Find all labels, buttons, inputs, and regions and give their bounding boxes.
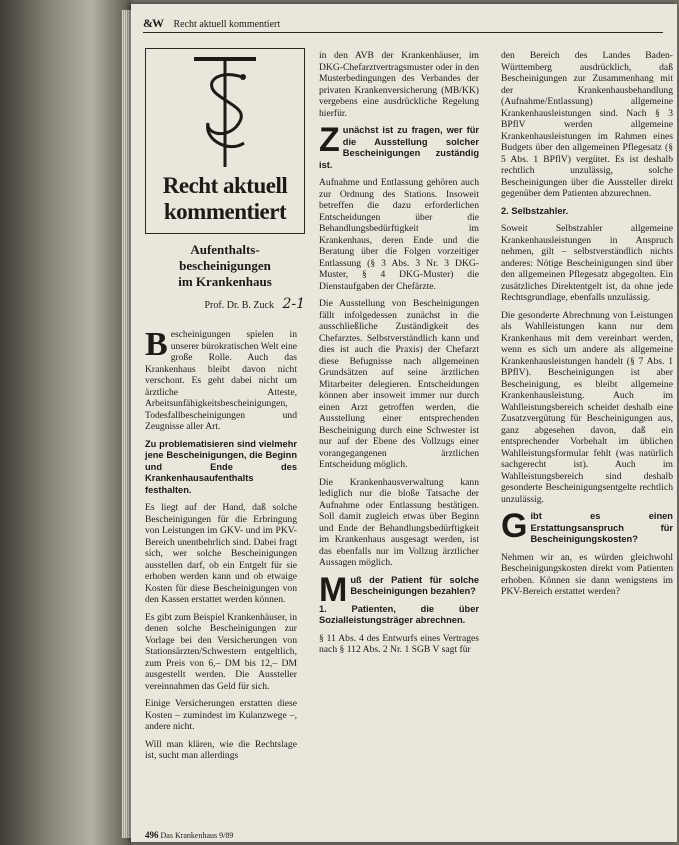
drop-cap: M <box>319 570 348 609</box>
paragraph: § 11 Abs. 4 des Entwurfs eines Vertrages nach § 112 Abs. 2 Nr. 1 SGB V sagt für <box>319 632 479 655</box>
paragraph: Es gibt zum Beispiel Krankenhäuser, in denen solche Bescheinigungen zur Vorlage bei den Versicherungen von Stationsärzten/Schwestern entgeltlich, zum Preis von 6,– DM bis 12,– DM ausgestellt werden. Die Aussteller vereinnahmen das Geld für sich. <box>145 611 298 692</box>
column-title-line2: kommentiert <box>163 199 287 224</box>
text-column-2 <box>319 50 479 662</box>
paragraph: den Bereich des Landes Baden-Württemberg ausdrücklich, daß Bescheinigungen zur Zusammenhang mit der Krankenhausbehandlung (Aufnahme/Entlassung) allgemeine Krankenhausleistungen sind. Nach § 3 BPflV werden allgemeine Krankenhausleistungen im Rahmen eines Budgets über den allgemeinen Pflegesatz (§ 5 Abs. 1 BPflV) vergütet. Es ist deshalb rechtlich unzulässig, solche Bescheinigungen über die Aussteller direkt gegenüber dem Patienten abzurechnen. <box>501 50 673 199</box>
article-title-line2: bescheinigungen <box>179 258 271 273</box>
paragraph: Die Krankenhausverwaltung kann lediglich nur die bloße Tatsache der Aufnahme oder Entlassung bestätigen. Soll damit zugleich etwas über Beginn und Ende der Behandlungsbedürftigkeit im Krankenhaus ausgesagt werden, ist das ebenfalls nur im Vollzug ärztlicher Aussagen möglich. <box>319 476 479 568</box>
paragraph-snake-icon <box>146 49 304 173</box>
question-text: unächst ist zu fragen, wer für die Ausstellung solcher Bescheinigungen zuständig ist. <box>319 125 479 170</box>
paragraph: Nehmen wir an, es würden gleichwohl Bescheinigungskosten direkt vom Patienten erhoben. Können sie dann wenigstens im PKV-Bereich erstattet werden? <box>501 551 673 597</box>
paragraph: Die Ausstellung von Bescheinigungen fällt infolgedessen zunächst in die ausschließliche Zuständigkeit des Chefarztes. Selbstverständlich kann und dies ist auch die Praxis) der Chefarzt diese Befugnisse nach allgemeinen Grundsätzen auf seine ärztlichen Mitarbeiter delegieren. Entscheidungen können aber insoweit immer nur durch einen Arzt getroffen werden, die Ausstellung einer entsprechenden Bescheinigung durch eine Schwester ist nur auf der Ebene des Vollzugs einer vorangegangenen ärztlichen Entscheidung möglich. <box>319 298 479 470</box>
question-text: uß der Patient für solche Bescheinigungen bezahlen? <box>350 574 479 596</box>
article-title-line1: Aufenthalts- <box>190 242 260 257</box>
paragraph: Aufnahme und Entlassung gehören auch zur Ordnung des Stations. Insoweit betreffen die dazu erforderlichen Entscheidungen über die Behandlungsbedürftigkeit im Krankenhaus, deren Ende und die Beratung über die Folgen vorzeitiger Entlassung (§ 3 Abs. 3 Nr. 3 DKG-Muster, § 4 DKG-Muster) die Dienstaufgaben der Chefärzte. <box>319 177 479 292</box>
column-title <box>150 173 300 225</box>
document-page <box>131 4 677 842</box>
question-text: ibt es einen Erstattungsanspruch für Bescheinigungskosten? <box>530 511 673 544</box>
journal-logo: &W <box>143 16 163 30</box>
paragraph: Es liegt auf der Hand, daß solche Bescheinigungen für die Erbringung von Leistungen im GKV- und im PKV-Bereich unentbehrlich sind. Dabei fragt sich, wer solche Bescheinigungen ausstellen darf, ob ein Entgelt für sie erhoben werden kann und ob etwaige Kosten für diese Bescheinigungen von den Kassen erstattet werden können. <box>145 502 297 605</box>
paragraph: Will man klären, wie die Rechtslage ist, sucht man allerdings <box>145 738 297 761</box>
paragraph: in den AVB der Krankenhäuser, im DKG-Chefarztvertragsmuster oder in den Musterbedingungen des Verbandes der privaten Krankenversicherung (MB/KK) vergebens eine ausdrückliche Regelung hierfür. <box>319 50 479 119</box>
question-heading <box>319 570 479 609</box>
author-line <box>161 296 305 312</box>
book-spine <box>0 0 131 845</box>
paragraph-text: escheinigungen spielen in unserer bürokratischen Welt eine große Rolle. Auch das Krankenhaus bleibt davon nicht verschont. Es geht dabei nicht um ärztliche Atteste, Arbeitsunfähigkeitsbescheinigungen, Todesfallbescheinigungen und Zeugnisse aller Art. <box>145 329 297 432</box>
section-heading: 2. Selbstzahler. <box>501 205 569 216</box>
page-number: 496 <box>145 830 159 840</box>
title-box <box>145 48 305 234</box>
footer-source: Das Krankenhaus 9/89 <box>160 831 234 840</box>
drop-cap: G <box>501 507 528 545</box>
running-header <box>143 16 663 33</box>
text-column-3 <box>501 50 673 604</box>
handwritten-note: 2-1 <box>282 296 305 312</box>
author-name: Prof. Dr. B. Zuck <box>204 300 274 311</box>
drop-cap: B <box>145 326 168 363</box>
paragraph <box>145 326 297 433</box>
page-footer <box>145 830 233 840</box>
question-heading <box>501 507 673 546</box>
running-header-title: Recht aktuell kommentiert <box>173 19 281 30</box>
column-title-line1: Recht aktuell <box>162 173 288 198</box>
paragraph: Einige Versicherungen erstatten diese Kosten – zumindest im Kulanzwege –, andere nicht. <box>145 698 297 732</box>
section-heading: 1. Patienten, die über Sozialleistungsträger abrechnen. <box>319 603 479 625</box>
paragraph: Die gesonderte Abrechnung von Leistungen als Wahlleistungen kann nur dem Krankenhaus mit dem vereinbart werden, wenn es sich um andere als allgemeine Krankenhausleistungen handelt (§ 7 Abs. 1 BPflV). Bescheinigungen ist aber Bescheinigung, es bleibt allgemeine Krankenhausleistung. Auch im Wahlleistungsbereich scheidet deshalb eine Zusatzvergütung für Bescheinigungen aus, ganz abgesehen davon, daß ein entsprechender Vorbehalt im üblichen Wahlleistungsformular fehlt (was natürlich sachgerecht ist). Auch im Wahlleistungsbereich sind deshalb gesonderte Bescheinigungsentgelte rechtlich unzulässig. <box>501 309 673 505</box>
drop-cap: Z <box>319 121 340 159</box>
paragraph-bold: Zu problematisieren sind vielmehr jene Bescheinigungen, die Beginn und Ende des Krankenhausaufenthalts festhalten. <box>145 438 297 495</box>
text-column-1 <box>145 326 298 768</box>
paragraph: Soweit Selbstzahler allgemeine Krankenhausleistungen in Anspruch nehmen, gilt – selbstverständlich nichts anderes: Nötige Bescheinigungen sind über den allgemeinen Pflegesatz abgegolten. Ein zusätzliches Direktentgelt ist, da ohne jede Rechtsgrundlage, ebenfalls unzulässig. <box>501 223 673 303</box>
article-title-line3: im Krankenhaus <box>178 274 272 289</box>
article-title <box>145 242 305 290</box>
question-heading <box>319 121 479 171</box>
title-block <box>145 48 305 318</box>
